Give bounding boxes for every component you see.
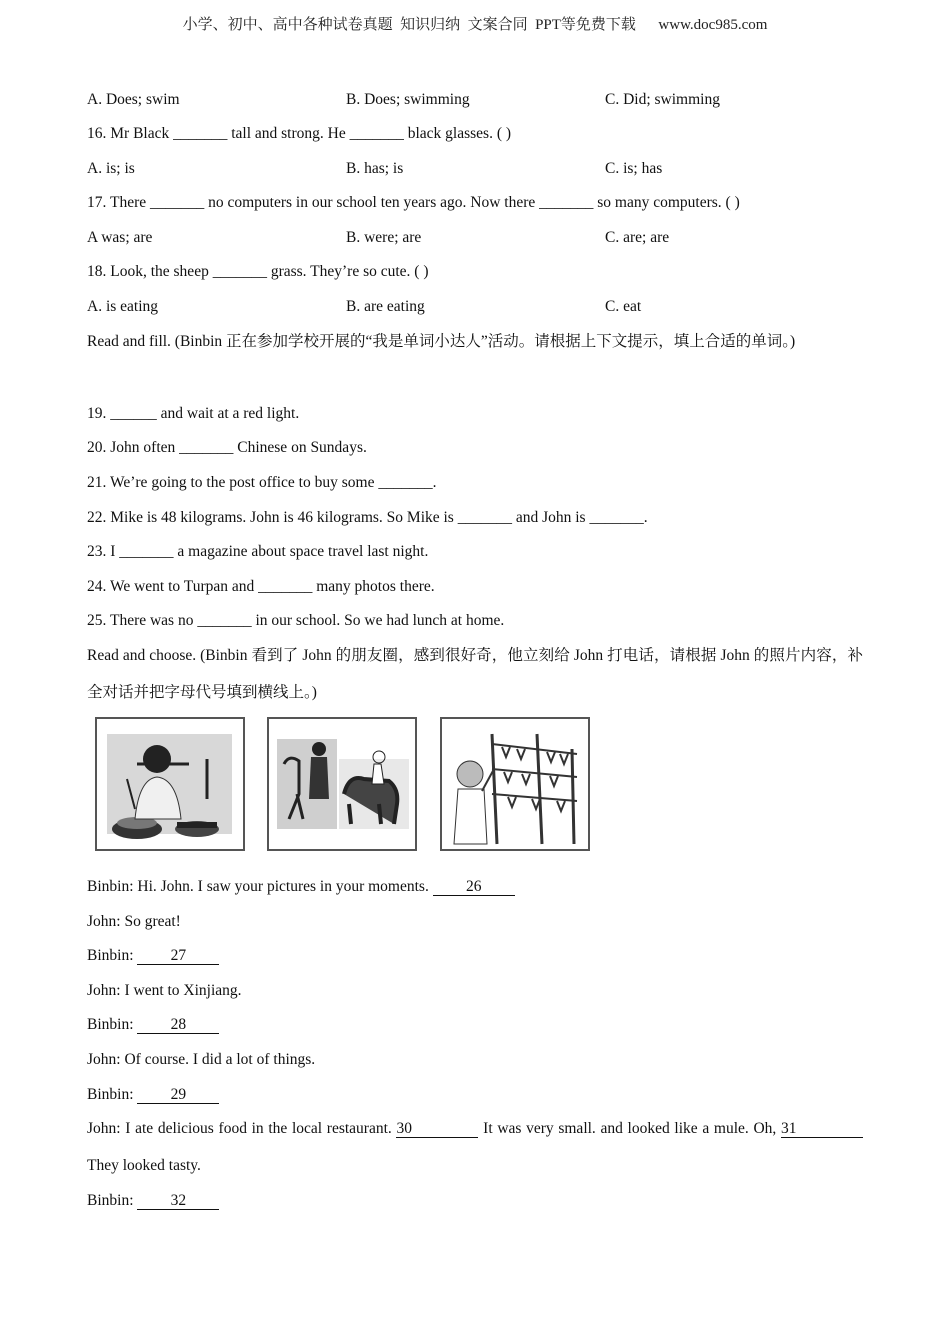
- q16-text: 16. Mr Black _______ tall and strong. He _______ black glasses. ( ): [87, 125, 512, 142]
- page-header: 小学、初中、高中各种试卷真题 知识归纳 文案合同 PPT等免费下载 www.doc985.com: [182, 17, 768, 33]
- dialogue-line-8: [87, 1110, 863, 1184]
- dialogue-line-6: John: Of course. I did a lot of things.: [87, 1051, 316, 1068]
- q17-options: [87, 228, 867, 248]
- q18-text: 18. Look, the sheep _______ grass. They’re so cute. ( ): [87, 263, 429, 280]
- q17-text: 17. There _______ no computers in our school ten years ago. Now there _______ so many computers. ( ): [87, 194, 740, 211]
- q18-options: [87, 297, 867, 317]
- q15-option-b: B. Does; swimming: [346, 91, 470, 108]
- dialogue-line-5: [87, 1015, 219, 1035]
- q16-options: [87, 159, 867, 179]
- dialogue-line-3: [87, 946, 219, 966]
- photo-boy-eating-kebab: [95, 717, 245, 851]
- q18-option-b: B. are eating: [346, 298, 425, 315]
- answer-blank-29[interactable]: 29: [137, 1087, 219, 1104]
- dialogue-line-1-text: Binbin: Hi. John. I saw your pictures in your moments.: [87, 878, 429, 895]
- fill-item-22: 22. Mike is 48 kilograms. John is 46 kilograms. So Mike is _______ and John is _______.: [87, 509, 648, 526]
- q18-option-c: C. eat: [605, 298, 642, 315]
- fill-item-25: 25. There was no _______ in our school. So we had lunch at home.: [87, 612, 505, 629]
- fill-item-20: 20. John often _______ Chinese on Sundays.: [87, 439, 367, 456]
- answer-blank-30[interactable]: 30: [396, 1121, 478, 1138]
- fill-item-21: 21. We’re going to the post office to buy some _______.: [87, 474, 437, 491]
- fill-item-24: 24. We went to Turpan and _______ many photos there.: [87, 578, 435, 595]
- answer-blank-31[interactable]: 31: [781, 1121, 863, 1138]
- dialogue-line-1: [87, 877, 515, 897]
- q16-option-a: A. is; is: [87, 160, 135, 177]
- section-read-and-choose-instruction: Read and choose. (Binbin 看到了 John 的朋友圈，感到很好奇，他立刻给 John 打电话，请根据 John 的照片内容，补全对话并把字母代号填到横线上。): [87, 647, 863, 701]
- q17-option-a: A was; are: [87, 229, 153, 246]
- dialogue-line-8-text-b: It was very small. and looked like a mule. Oh,: [483, 1120, 777, 1137]
- photo-camel-and-horse-riding: [267, 717, 417, 851]
- dialogue-line-3-text: Binbin:: [87, 947, 134, 964]
- dialogue-line-4: John: I went to Xinjiang.: [87, 982, 242, 999]
- q16-option-b: B. has; is: [346, 160, 404, 177]
- fill-item-23: 23. I _______ a magazine about space travel last night.: [87, 543, 429, 560]
- q17-option-c: C. are; are: [605, 229, 670, 246]
- section-read-and-fill-instruction: Read and fill. (Binbin 正在参加学校开展的“我是单词小达人”活动。请根据上下文提示，填上合适的单词。): [87, 333, 796, 350]
- dialogue-line-7-text: Binbin:: [87, 1086, 134, 1103]
- q16-option-c: C. is; has: [605, 160, 663, 177]
- dialogue-line-9: [87, 1191, 219, 1211]
- dialogue-line-2: John: So great!: [87, 913, 181, 930]
- photo-child-by-grape-trellis: [440, 717, 590, 851]
- dialogue-line-9-text: Binbin:: [87, 1192, 134, 1209]
- answer-blank-27[interactable]: 27: [137, 948, 219, 965]
- dialogue-line-8-text-c: They looked tasty.: [87, 1157, 201, 1174]
- q15-option-c: C. Did; swimming: [605, 91, 720, 108]
- answer-blank-32[interactable]: 32: [137, 1193, 219, 1210]
- q15-options: [87, 90, 867, 110]
- q18-option-a: A. is eating: [87, 298, 159, 315]
- q17-option-b: B. were; are: [346, 229, 422, 246]
- answer-blank-26[interactable]: 26: [433, 879, 515, 896]
- q15-option-a: A. Does; swim: [87, 91, 180, 108]
- dialogue-line-7: [87, 1085, 219, 1105]
- fill-item-19: 19. ______ and wait at a red light.: [87, 405, 300, 422]
- dialogue-line-8-text-a: John: I ate delicious food in the local restaurant.: [87, 1120, 392, 1137]
- dialogue-line-5-text: Binbin:: [87, 1016, 134, 1033]
- answer-blank-28[interactable]: 28: [137, 1017, 219, 1034]
